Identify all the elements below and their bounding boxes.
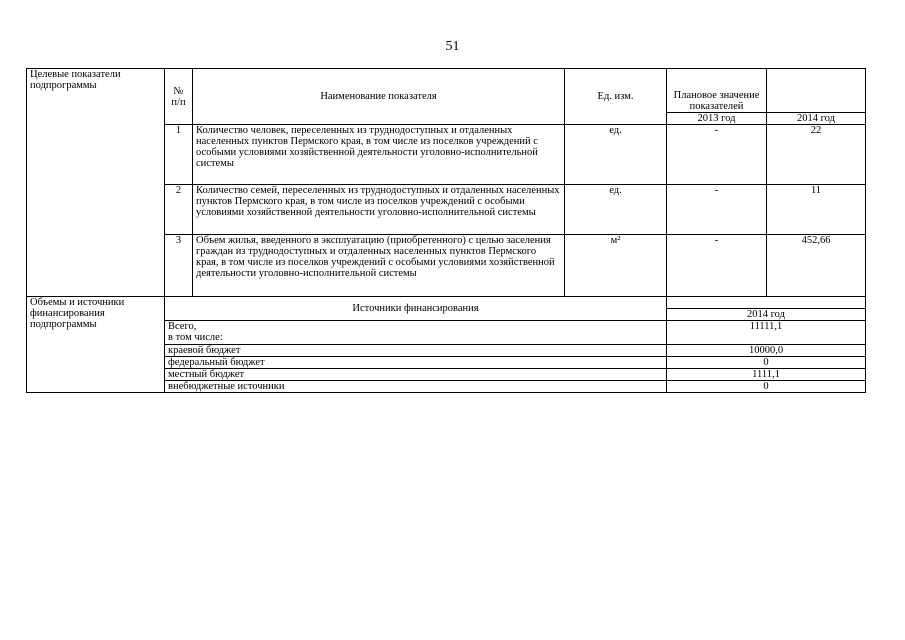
page-number: 51 bbox=[445, 39, 460, 54]
header-year-2013: 2013 год bbox=[667, 113, 767, 125]
row-indicator-name: Количество человек, переселенных из труднодоступных и отдаленных населенных пунктов Пермского края, в том числе из поселков учреждений с особыми условиями хозяйственной деятельности уголовно-исполнительной системы bbox=[193, 125, 565, 185]
financing-source-name: краевой бюджет bbox=[165, 345, 667, 357]
row-value-2014: 22 bbox=[767, 125, 866, 185]
financing-source-name: Всего, в том числе: bbox=[165, 321, 667, 345]
header-empty-cell bbox=[767, 69, 866, 113]
row-value-2013: - bbox=[667, 185, 767, 235]
subprogram-table bbox=[26, 68, 866, 393]
header-num: № п/п bbox=[165, 69, 193, 125]
header-planned-value: Плановое значение показателей bbox=[667, 69, 767, 113]
row-indicator-name: Количество семей, переселенных из труднодоступных и отдаленных населенных пунктов Пермского края, в том числе из поселков учреждений с особыми условиями хозяйственной деятельности уголовно-исполнительной системы bbox=[193, 185, 565, 235]
financing-label: Объемы и источники финансирования подпрограммы bbox=[27, 297, 165, 393]
financing-sources-header: Источники финансирования bbox=[165, 297, 667, 321]
row-num: 1 bbox=[165, 125, 193, 185]
row-unit: м² bbox=[565, 235, 667, 297]
row-value-2013: - bbox=[667, 235, 767, 297]
row-num: 2 bbox=[165, 185, 193, 235]
financing-empty-cell bbox=[667, 297, 866, 309]
financing-amount: 0 bbox=[667, 357, 866, 369]
row-unit: ед. bbox=[565, 185, 667, 235]
financing-amount: 0 bbox=[667, 381, 866, 393]
header-year-2014: 2014 год bbox=[767, 113, 866, 125]
target-indicators-label: Целевые показатели подпрограммы bbox=[27, 69, 165, 297]
financing-amount: 1111,1 bbox=[667, 369, 866, 381]
document-table-wrapper bbox=[26, 68, 865, 393]
row-indicator-name: Объем жилья, введенного в эксплуатацию (приобретенного) с целью заселения граждан из труднодоступных и отдаленных населенных пунктов Пермского края, в том числе из поселков учреждений с особыми условиями хозяйственной деятельности уголовно-исполнительной системы bbox=[193, 235, 565, 297]
row-value-2013: - bbox=[667, 125, 767, 185]
row-num: 3 bbox=[165, 235, 193, 297]
header-indicator-name: Наименование показателя bbox=[193, 69, 565, 125]
row-unit: ед. bbox=[565, 125, 667, 185]
financing-year: 2014 год bbox=[667, 309, 866, 321]
header-unit: Ед. изм. bbox=[565, 69, 667, 125]
financing-source-name: местный бюджет bbox=[165, 369, 667, 381]
row-value-2014: 11 bbox=[767, 185, 866, 235]
financing-source-name: федеральный бюджет bbox=[165, 357, 667, 369]
financing-amount: 11111,1 bbox=[667, 321, 866, 345]
financing-amount: 10000,0 bbox=[667, 345, 866, 357]
row-value-2014: 452,66 bbox=[767, 235, 866, 297]
financing-source-name: внебюджетные источники bbox=[165, 381, 667, 393]
